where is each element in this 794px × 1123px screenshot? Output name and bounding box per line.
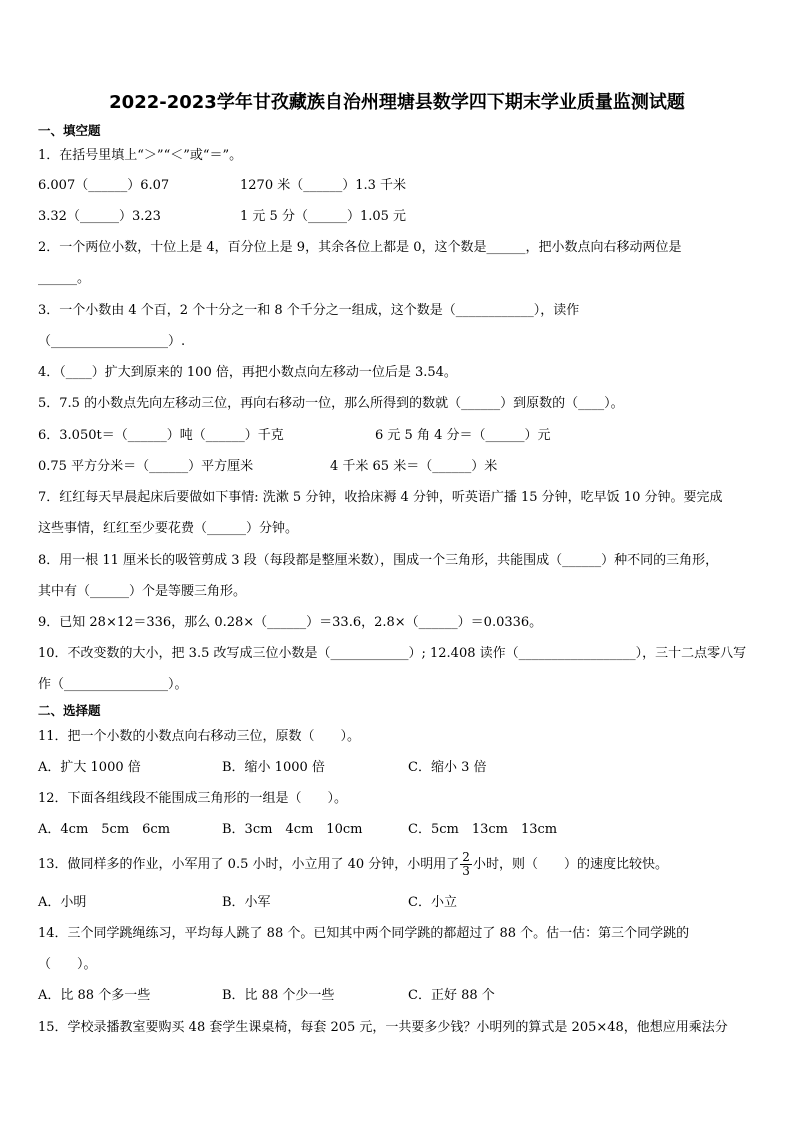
question-12-option-b: B．3cm 4cm 10cm	[222, 822, 363, 837]
question-3-line-1: 3．一个小数由 4 个百，2 个十分之一和 8 个千分之一组成，这个数是（____________），读作	[38, 303, 580, 318]
question-5: 5．7.5 的小数点先向左移动三位，再向右移动一位，那么所得到的数就（______）到原数的（____）。	[38, 396, 624, 411]
question-6-item-b: 6 元 5 角 4 分＝（______）元	[375, 428, 551, 443]
question-7-line-1: 7．红红每天早晨起床后要做如下事情: 洗漱 5 分钟，收拾床褥 4 分钟，听英语广播 15 分钟，吃早饭 10 分钟。要完成	[38, 490, 723, 505]
question-1-item-d: 1 元 5 分（______）1.05 元	[240, 209, 407, 224]
question-13-text-before: 13．做同样多的作业，小军用了 0.5 小时，小立用了 40 分钟，小明用了	[38, 857, 460, 872]
question-14-option-b: B．比 88 个少一些	[222, 988, 335, 1003]
page-title: 2022-2023学年甘孜藏族自治州理塘县数学四下期末学业质量监测试题	[109, 92, 685, 113]
question-7-line-2: 这些事情，红红至少要花费（______）分钟。	[38, 521, 299, 536]
question-8-line-2: 其中有（______）个是等腰三角形。	[38, 584, 247, 599]
question-13-text-after: 小时，则（ ）的速度比较快。	[472, 857, 668, 872]
question-14-option-c: C．正好 88 个	[408, 988, 495, 1003]
question-13-option-b: B．小军	[222, 895, 271, 910]
question-11-option-c: C．缩小 3 倍	[408, 760, 487, 775]
question-1-item-c: 3.32（______）3.23	[38, 209, 161, 224]
question-11: 11．把一个小数的小数点向右移动三位，原数（ ）。	[38, 729, 361, 744]
question-6-item-c: 0.75 平方分米＝（______）平方厘米	[38, 459, 254, 474]
question-10-line-2: 作（________________）。	[38, 677, 188, 692]
question-14-option-a: A．比 88 个多一些	[38, 988, 151, 1003]
question-11-option-b: B．缩小 1000 倍	[222, 760, 325, 775]
question-4: 4．（____）扩大到原来的 100 倍，再把小数点向左移动一位后是 3.54。	[38, 365, 457, 380]
question-6-item-d: 4 千米 65 米＝（______）米	[330, 459, 498, 474]
question-14-line-1: 14．三个同学跳绳练习，平均每人跳了 88 个。已知其中两个同学跳的都超过了 88 个。估一估：第三个同学跳的	[38, 926, 690, 941]
question-14-line-2: （ ）。	[38, 957, 97, 972]
fraction-two-thirds	[460, 851, 472, 878]
question-13	[38, 850, 668, 880]
question-1-item-b: 1270 米（______）1.3 千米	[240, 178, 407, 193]
fraction-numerator: 2	[462, 850, 470, 864]
question-12-option-a: A．4cm 5cm 6cm	[38, 822, 171, 837]
question-15: 15．学校录播教室要购买 48 套学生课桌椅，每套 205 元，一共要多少钱？小明列的算式是 205×48，他想应用乘法分	[38, 1020, 728, 1035]
question-13-option-c: C．小立	[408, 895, 457, 910]
section-heading-fill-blank: 一、填空题	[38, 123, 101, 138]
question-2-line-1: 2．一个两位小数，十位上是 4，百分位上是 9，其余各位上都是 0，这个数是______，把小数点向右移动两位是	[38, 240, 682, 255]
fraction-denominator: 3	[462, 864, 470, 878]
question-1: 1．在括号里填上“＞”“＜”或“＝”。	[38, 148, 243, 163]
question-6-item-a: 6．3.050t＝（______）吨（______）千克	[38, 428, 284, 443]
question-2-line-2: ______。	[38, 271, 91, 286]
question-9: 9．已知 28×12＝336，那么 0.28×（______）＝33.6，2.8×（______）＝0.0336。	[38, 615, 543, 630]
question-3-line-2: （__________________）.	[38, 334, 186, 349]
section-heading-choice: 二、选择题	[38, 703, 101, 718]
question-11-option-a: A．扩大 1000 倍	[38, 760, 141, 775]
question-13-option-a: A．小明	[38, 895, 87, 910]
question-1-item-a: 6.007（______）6.07	[38, 178, 170, 193]
question-12: 12．下面各组线段不能围成三角形的一组是（ ）。	[38, 791, 348, 806]
question-12-option-c: C．5cm 13cm 13cm	[408, 822, 558, 837]
question-10-line-1: 10．不改变数的大小，把 3.5 改写成三位小数是（____________）; 12.408 读作（__________________），三十二点零八写	[38, 646, 747, 661]
question-8-line-1: 8．用一根 11 厘米长的吸管剪成 3 段（每段都是整厘米数），围成一个三角形，共能围成（______）种不同的三角形，	[38, 553, 719, 568]
